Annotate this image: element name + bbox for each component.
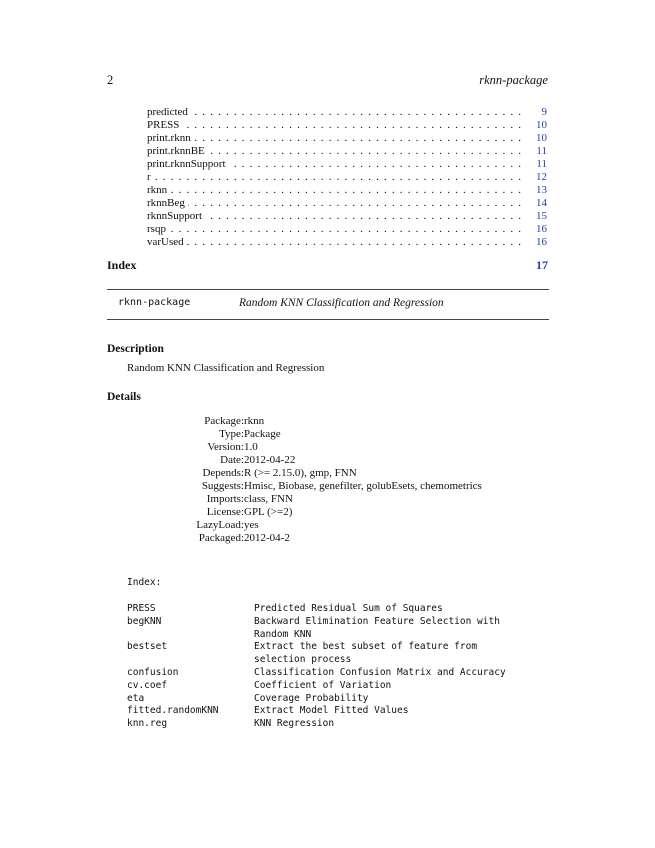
toc-entry-name: r: [147, 171, 154, 183]
toc-row[interactable]: [147, 236, 549, 249]
index-item-desc: Backward Elimination Feature Selection with Random KNN: [254, 615, 500, 640]
details-key: Version:: [207, 441, 244, 453]
toc-row[interactable]: [147, 197, 549, 210]
details-value: Package: [244, 428, 281, 440]
index-item-desc: Classification Confusion Matrix and Accuracy: [254, 666, 506, 678]
details-row: [182, 454, 502, 467]
details-value: GPL (>=2): [244, 506, 293, 518]
details-row: [182, 532, 502, 545]
details-value: Hmisc, Biobase, genefilter, golubEsets, chemometrics: [244, 480, 482, 492]
details-row: [182, 467, 502, 480]
toc-entry-name: rknnBeg: [147, 197, 188, 209]
details-row: [182, 519, 502, 532]
index-list: [127, 603, 527, 731]
toc-row[interactable]: [147, 210, 549, 223]
toc-page-link[interactable]: 14: [536, 197, 547, 209]
package-details-table: [182, 415, 502, 545]
list-item: [127, 705, 527, 718]
index-heading: Index: [107, 258, 137, 272]
details-key: LazyLoad:: [196, 519, 244, 531]
index-item-name: fitted.randomKNN: [127, 705, 219, 717]
list-item: [127, 641, 527, 667]
toc-entry-name: print.rknnSupport: [147, 158, 229, 170]
toc-row[interactable]: [147, 158, 549, 171]
toc-row[interactable]: [147, 223, 549, 236]
toc-entry-name: varUsed: [147, 236, 187, 248]
index-item-desc: Coverage Probability: [254, 692, 369, 704]
toc-entry-name: rknnSupport: [147, 210, 205, 222]
index-item-desc: Coefficient of Variation: [254, 679, 392, 691]
index-item-name: bestset: [127, 641, 168, 653]
toc-row[interactable]: [147, 119, 549, 132]
index-item-desc: Extract Model Fitted Values: [254, 705, 409, 717]
details-value: class, FNN: [244, 493, 293, 505]
list-item: [127, 718, 527, 731]
running-title: rknn-package: [479, 73, 548, 87]
list-item: [127, 693, 527, 706]
toc-page-link[interactable]: 16: [536, 236, 547, 248]
toc-page-link[interactable]: 11: [536, 158, 547, 170]
details-key: Date:: [220, 454, 244, 466]
index-item-name: eta: [127, 692, 145, 704]
toc-row[interactable]: [147, 145, 549, 158]
page-number: 2: [107, 73, 114, 87]
toc-page-link[interactable]: 16: [536, 223, 547, 235]
index-item-desc: Predicted Residual Sum of Squares: [254, 603, 443, 614]
index-item-name: knn.reg: [127, 718, 168, 730]
toc-row[interactable]: [147, 184, 549, 197]
details-key: Type:: [219, 428, 244, 440]
toc-page-link[interactable]: 15: [536, 210, 547, 222]
index-item-desc: KNN Regression: [254, 718, 335, 730]
details-value: R (>= 2.15.0), gmp, FNN: [244, 467, 357, 479]
table-of-contents: [147, 106, 549, 249]
toc-entry-name: print.rknnBE: [147, 145, 208, 157]
index-item-name: begKNN: [127, 615, 162, 627]
toc-row[interactable]: [147, 171, 549, 184]
toc-entry-name: rknn: [147, 184, 170, 196]
index-item-name: cv.coef: [127, 679, 168, 691]
list-item: [127, 680, 527, 693]
details-key: Packaged:: [198, 532, 244, 544]
toc-entry-name: predicted: [147, 106, 191, 118]
details-heading: Details: [107, 391, 141, 403]
list-item: [127, 667, 527, 680]
toc-page-link[interactable]: 11: [536, 145, 547, 157]
description-heading: Description: [107, 343, 164, 355]
details-key: License:: [206, 506, 244, 518]
list-item: [127, 603, 527, 616]
topic-rule-top: [107, 289, 549, 290]
details-value: 1.0: [244, 441, 258, 453]
details-value: 2012-04-2: [244, 532, 290, 544]
toc-page-link[interactable]: 13: [536, 184, 547, 196]
details-key: Package:: [204, 415, 244, 427]
index-item-name: PRESS: [127, 603, 156, 614]
toc-page-link[interactable]: 9: [541, 106, 547, 118]
index-item-desc: Extract the best subset of feature from selection process: [254, 641, 478, 666]
list-item: [127, 616, 527, 642]
description-text: Random KNN Classification and Regression: [127, 362, 325, 374]
topic-name: rknn-package: [118, 297, 191, 308]
toc-page-link[interactable]: 10: [536, 132, 547, 144]
toc-row[interactable]: [147, 132, 549, 145]
toc-entry-name: rsqp: [147, 223, 169, 235]
index-page-link[interactable]: 17: [536, 258, 548, 272]
details-row: [182, 506, 502, 519]
details-key: Depends:: [202, 467, 244, 479]
details-row: [182, 493, 502, 506]
details-value: rknn: [244, 415, 265, 427]
toc-row[interactable]: [147, 106, 549, 119]
details-key: Suggests:: [201, 480, 244, 492]
details-value: yes: [244, 519, 259, 531]
toc-entry-name: print.rknn: [147, 132, 194, 144]
toc-page-link[interactable]: 10: [536, 119, 547, 131]
details-row: [182, 441, 502, 454]
toc-page-link[interactable]: 12: [536, 171, 547, 183]
index-list-label: Index:: [127, 577, 162, 588]
details-row: [182, 480, 502, 493]
topic-rule-bottom: [107, 319, 549, 320]
details-row: [182, 415, 502, 428]
topic-title: Random KNN Classification and Regression: [239, 297, 444, 309]
details-row: [182, 428, 502, 441]
details-key: Imports:: [206, 493, 244, 505]
index-item-name: confusion: [127, 666, 179, 678]
toc-entry-name: PRESS: [147, 119, 182, 131]
details-value: 2012-04-22: [244, 454, 296, 466]
